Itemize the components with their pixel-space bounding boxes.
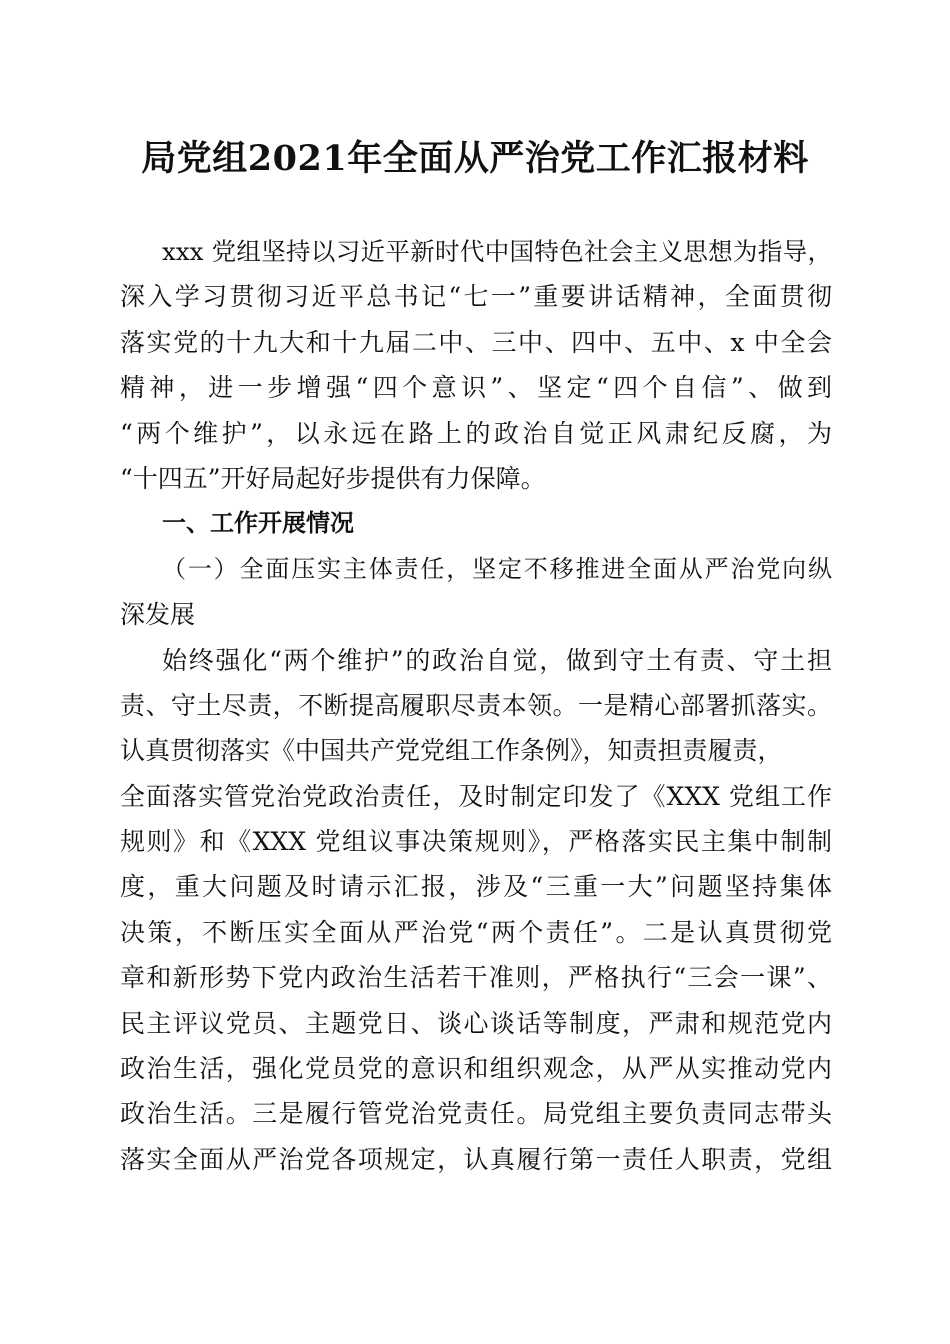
paragraph-work xyxy=(120,638,832,1183)
text-line: 认真贯彻落实《中国共产党党组工作条例》，知责担责履责， xyxy=(120,736,783,766)
text-line: 政治生活，强化党员党的意识和组织观念，从严从实推动党内 xyxy=(120,1054,832,1084)
text-line: 责、守土尽责，不断提高履职尽责本领。一是精心部署抓落实。 xyxy=(120,690,832,720)
text-line: 深入学习贯彻习近平总书记“七一”重要讲话精神，全面贯彻 xyxy=(120,282,832,312)
text-line: 度，重大问题及时请示汇报，涉及“三重一大”问题坚持集体 xyxy=(120,872,832,902)
text-line: （一）全面压实主体责任，坚定不移推进全面从严治党向纵 xyxy=(162,554,832,583)
text-line: 深发展 xyxy=(120,600,196,630)
text-line: 始终强化“两个维护”的政治自觉，做到守土有责、守土担 xyxy=(162,645,832,675)
text-line: 全面落实管党治党政治责任，及时制定印发了《XXX 党组工作 xyxy=(120,781,832,811)
text-line: 落实党的十九大和十九届二中、三中、四中、五中、x 中全会 xyxy=(120,327,832,357)
text-line: xxx 党组坚持以习近平新时代中国特色社会主义思想为指导， xyxy=(162,237,832,266)
document-body xyxy=(120,229,832,1182)
text-line: 决策，不断压实全面从严治党“两个责任”。二是认真贯彻党 xyxy=(120,917,832,947)
text-line: “十四五”开好局起好步提供有力保障。 xyxy=(120,463,546,493)
subsection-heading xyxy=(120,547,832,638)
document-title: 局党组2021年全面从严治党工作汇报材料 xyxy=(141,138,809,179)
text-line: “两个维护”，以永远在路上的政治自觉正风肃纪反腐，为 xyxy=(120,418,832,448)
text-line: 规则》和《XXX 党组议事决策规则》，严格落实民主集中制制 xyxy=(120,827,832,857)
text-line: 民主评议党员、主题党日、谈心谈话等制度，严肃和规范党内 xyxy=(120,1008,832,1038)
text-line: 政治生活。三是履行管党治党责任。局党组主要负责同志带头 xyxy=(120,1099,832,1129)
section-heading: 一、工作开展情况 xyxy=(162,509,354,538)
text-line: 精神，进一步增强“四个意识”、坚定“四个自信”、做到 xyxy=(120,373,832,403)
text-line: 章和新形势下党内政治生活若干准则，严格执行“三会一课”、 xyxy=(120,963,832,993)
paragraph-intro xyxy=(120,229,832,501)
text-line: 落实全面从严治党各项规定，认真履行第一责任人职责，党组 xyxy=(120,1144,832,1174)
